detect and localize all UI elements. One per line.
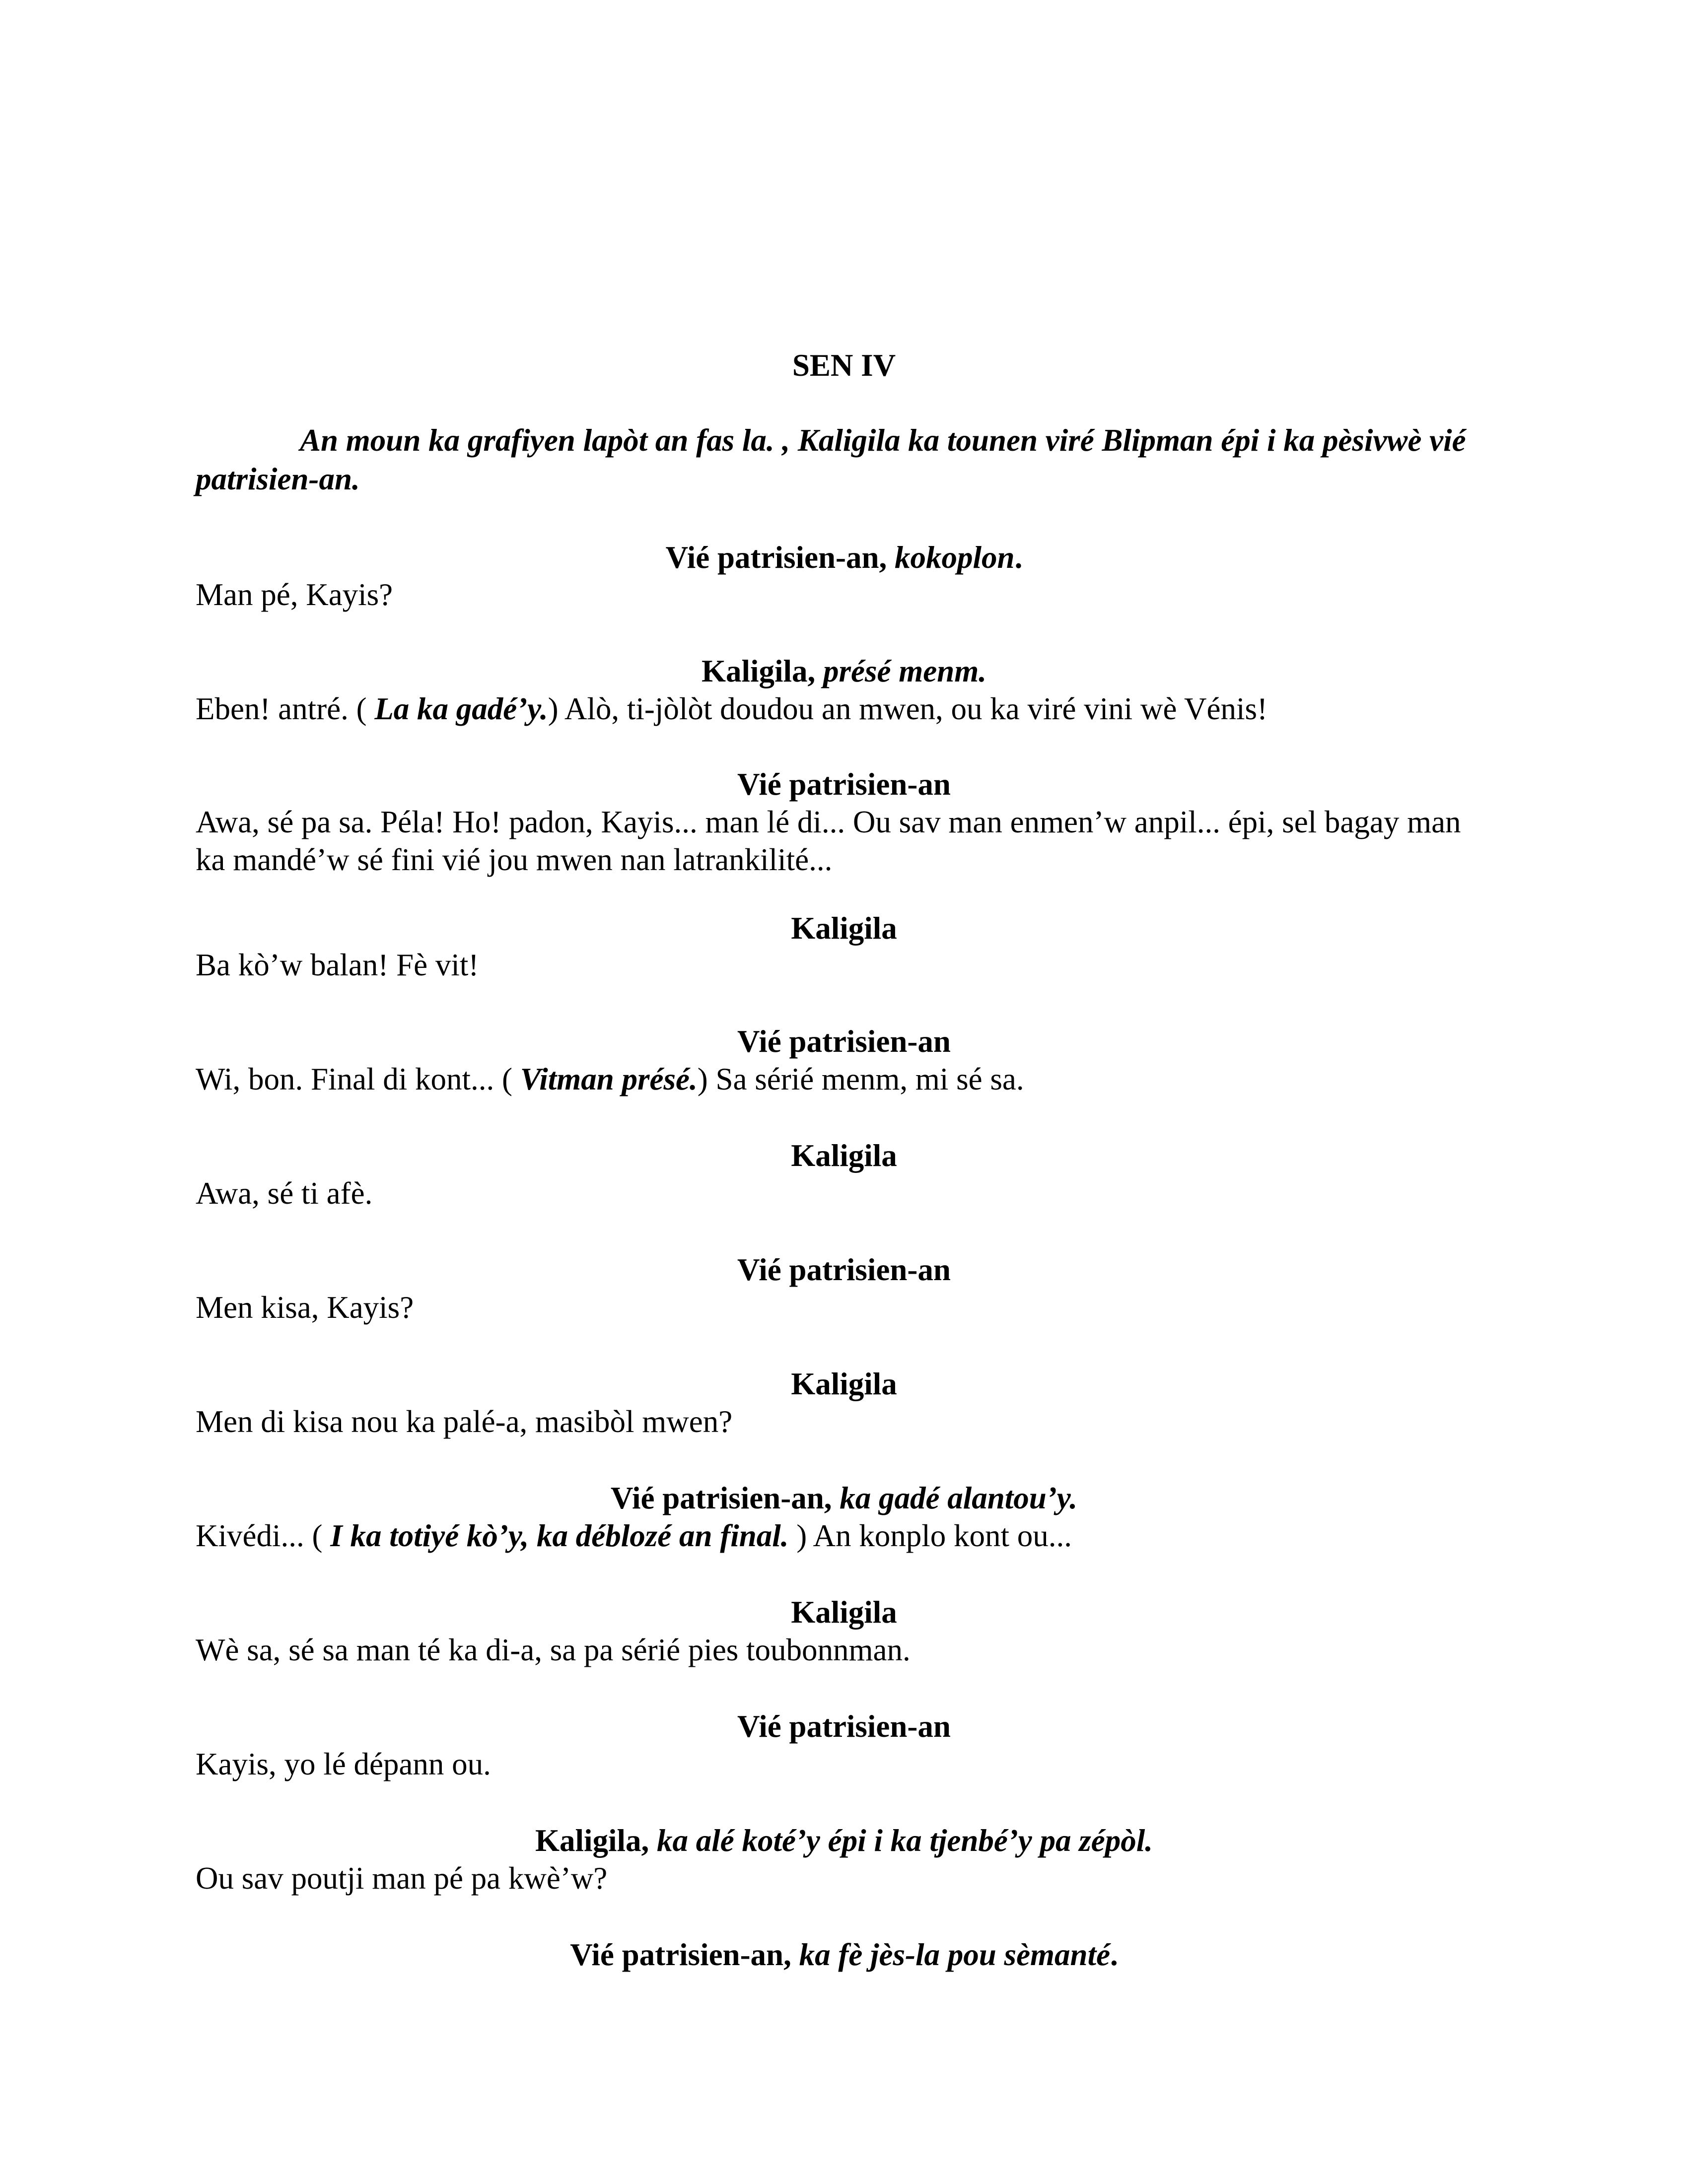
speaker-direction: ka gadé alantou’y. [840, 1481, 1078, 1515]
speaker-name: Vié patrisien-an [737, 767, 951, 802]
speaker-heading [0, 538, 1688, 577]
dialogue-line [196, 1289, 1496, 1326]
speaker-name: Vié patrisien-an [737, 1252, 951, 1287]
line-text: Awa, sé pa sa. Péla! Ho! padon, Kayis... man lé di... Ou sav man enmen’w anpil... épi, sel bagay man ka mandé’w sé fini vié jou mwen nan latrankilité... [196, 805, 1461, 877]
speaker-name: Kaligila [791, 1138, 897, 1173]
line-text: Eben! antré. ( [196, 691, 375, 726]
speaker-heading [0, 1821, 1688, 1860]
speaker-heading [0, 908, 1688, 948]
dialogue-line [196, 1631, 1496, 1669]
speaker-direction: ka alé koté’y épi i ka tjenbé’y pa zépòl. [657, 1823, 1153, 1858]
dialogue-line [196, 690, 1496, 728]
speaker-heading [0, 1706, 1688, 1746]
dialogue-line [196, 1859, 1496, 1897]
speaker-name: Vié patrisien-an, [610, 1481, 832, 1515]
line-text: Men kisa, Kayis? [196, 1290, 414, 1325]
speaker-name: Kaligila, [702, 654, 816, 688]
line-text: Wè sa, sé sa man té ka di-a, sa pa sérié pies toubonnman. [196, 1633, 911, 1667]
speaker-heading [0, 764, 1688, 804]
line-text: Ba kò’w balan! Fè vit! [196, 948, 479, 982]
speaker-heading [0, 1022, 1688, 1061]
line-text: Men di kisa nou ka palé-a, masibòl mwen? [196, 1404, 733, 1439]
dialogue-line [196, 1060, 1496, 1098]
speaker-name: Kaligila [791, 1366, 897, 1401]
dialogue-line [196, 576, 1496, 614]
speaker-name: Vié patrisien-an, [570, 1937, 791, 1972]
line-text: Kivédi... ( [196, 1518, 331, 1553]
line-text: Ou sav poutji man pé pa kwè’w? [196, 1861, 608, 1896]
dialogue-line [196, 1174, 1496, 1212]
speaker-direction: kokoplon [895, 540, 1015, 575]
speaker-heading [0, 1136, 1688, 1175]
speaker-direction: ka fè jès-la pou sèmanté [799, 1937, 1111, 1972]
speaker-name: Kaligila, [535, 1823, 649, 1858]
inline-stage-direction: La ka gadé’y. [374, 691, 548, 726]
dialogue-line [196, 1517, 1496, 1555]
speaker-heading [0, 1935, 1688, 1975]
speaker-heading [0, 1364, 1688, 1404]
speaker-name: Vié patrisien-an, [665, 540, 887, 575]
line-text: ) Sa sérié menm, mi sé sa. [697, 1062, 1024, 1096]
dialogue-line [196, 1403, 1496, 1440]
opening-stage-direction: An moun ka grafiyen lapòt an fas la. , Kaligila ka tounen viré Blipman épi i ka pèsivwè vié patrisien-an. [196, 423, 1466, 496]
speaker-heading [0, 1478, 1688, 1518]
dialogue-line [196, 803, 1496, 879]
speaker-heading [0, 651, 1688, 691]
speaker-heading [0, 1592, 1688, 1632]
line-text: ) Alò, ti-jòlòt doudou an mwen, ou ka viré vini wè Vénis! [548, 691, 1267, 726]
line-text: Man pé, Kayis? [196, 577, 393, 612]
speaker-name: Vié patrisien-an [737, 1024, 951, 1059]
line-text: Kayis, yo lé dépann ou. [196, 1747, 491, 1781]
scene-title: SEN IV [792, 348, 896, 383]
dialogue-line [196, 946, 1496, 984]
inline-stage-direction: I ka totiyé kò’y, ka déblozé an final. [330, 1518, 789, 1553]
line-text: Wi, bon. Final di kont... ( [196, 1062, 520, 1096]
speaker-direction: présé menm. [823, 654, 986, 688]
speaker-suffix: . [1014, 540, 1023, 575]
inline-stage-direction: Vitman présé. [520, 1062, 698, 1096]
speaker-heading [0, 1250, 1688, 1290]
line-text: Awa, sé ti afè. [196, 1176, 373, 1211]
dialogue-line [196, 1745, 1496, 1783]
speaker-name: Vié patrisien-an [737, 1709, 951, 1744]
speaker-suffix: . [1110, 1937, 1118, 1972]
speaker-name: Kaligila [791, 911, 897, 946]
line-text: ) An konplo kont ou... [788, 1518, 1072, 1553]
speaker-name: Kaligila [791, 1595, 897, 1630]
